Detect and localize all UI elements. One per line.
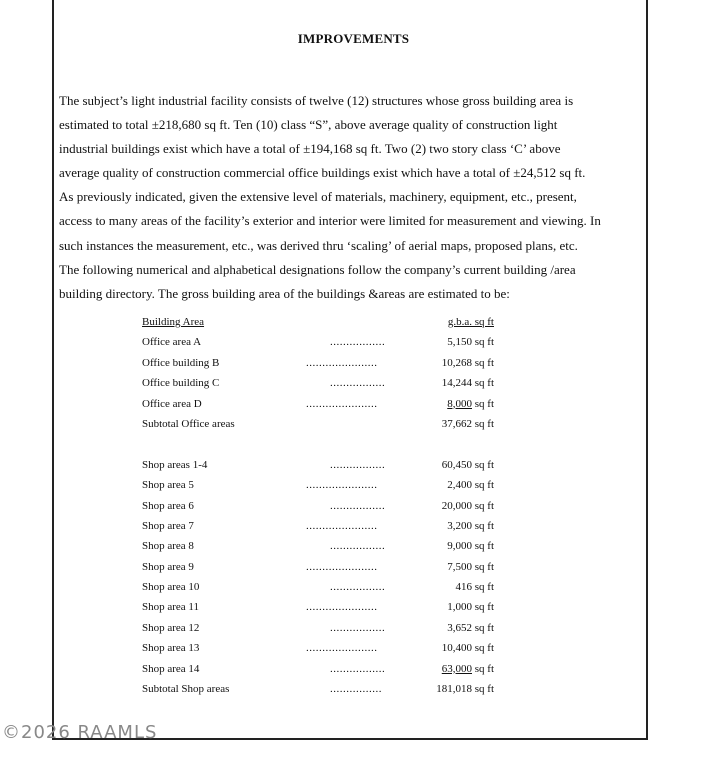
row-name: Shop area 14 [142,662,200,675]
table-row [142,377,502,397]
row-value: 8,000 sq ft [447,397,494,410]
row-dots: ...................... [306,642,378,655]
subtotal-value: 37,662 sq ft [441,417,494,430]
table-row [142,663,502,683]
row-value: 3,652 sq ft [447,621,494,634]
row-dots: ...................... [306,479,378,492]
row-name: Shop areas 1-4 [142,458,208,471]
row-dots: ...................... [306,356,378,369]
row-dots: ...................... [306,397,378,410]
table-row [142,520,502,540]
row-name: Shop area 9 [142,560,194,573]
table-row [142,336,502,356]
row-name: Office building B [142,356,220,369]
row-value: 10,400 sq ft [441,642,494,655]
row-name: Shop area 8 [142,540,194,553]
subtotal-name: Subtotal Office areas [142,417,235,430]
subtotal-row [142,418,502,438]
table-row [142,500,502,520]
row-value: 5,150 sq ft [447,336,494,349]
header-gba: g.b.a. sq ft [447,316,494,328]
row-name: Shop area 7 [142,519,194,532]
table-row [142,357,502,377]
row-dots: ................. [330,621,386,634]
copyright-watermark: ©2026 RAAMLS [2,722,158,743]
table-header-row [142,316,502,336]
row-dots: ................. [330,377,386,390]
row-value: 2,400 sq ft [447,479,494,492]
paragraph-line: building directory. The gross building area of the buildings &areas are estimated to be: [59,285,510,301]
row-name: Office area A [142,336,202,349]
row-value: 9,000 sq ft [447,540,494,553]
row-value: 3,200 sq ft [447,519,494,532]
paragraph-line: industrial buildings exist which have a total of ±194,168 sq ft. Two (2) two story class ‘C’ above [59,141,561,157]
table-row [142,622,502,642]
subtotal-value: 181,018 sq ft [436,683,494,696]
row-dots: ................ [330,683,382,696]
row-name: Office building C [142,377,220,390]
row-name: Shop area 5 [142,479,194,492]
row-value: 60,450 sq ft [441,458,494,471]
row-value: 20,000 sq ft [441,499,494,512]
table-row [142,540,502,560]
row-dots: ................. [330,499,386,512]
table-row [142,479,502,499]
row-value: 416 sq ft [455,581,494,594]
row-name: Office area D [142,397,202,410]
row-name: Shop area 6 [142,499,194,512]
row-name: Shop area 12 [142,621,200,634]
row-value: 14,244 sq ft [441,377,494,390]
building-area-table [142,316,502,703]
row-dots: ................. [330,540,386,553]
row-dots: ...................... [306,519,378,532]
paragraph-line: The subject’s light industrial facility consists of twelve (12) structures whose gross building area is [59,93,574,108]
header-building-area: Building Area [142,316,205,328]
table-row [142,642,502,662]
row-name: Shop area 13 [142,642,200,655]
row-dots: ...................... [306,560,378,573]
row-name: Shop area 10 [142,581,200,594]
row-name: Shop area 11 [142,601,200,614]
paragraph-line: estimated to total ±218,680 sq ft. Ten (10) class “S”, above average quality of construction light [59,117,558,133]
subtotal-name: Subtotal Shop areas [142,683,230,696]
row-dots: ................. [330,336,386,349]
row-dots: ...................... [306,601,378,614]
row-dots: ................. [330,581,386,594]
subtotal-row [142,683,502,703]
paragraph-line: such instances the measurement, etc., was derived thru ‘scaling’ of aerial maps, proposed plans, etc. [59,237,578,253]
row-value: 63,000 sq ft [441,662,494,675]
paragraph-line: As previously indicated, given the extensive level of materials, machinery, equipment, etc., present, [59,189,577,205]
table-row [142,459,502,479]
paragraph-line: average quality of construction commercial office buildings exist which have a total of ±24,512 sq ft. [59,165,586,181]
row-dots: ................. [330,662,386,675]
row-dots: ................. [330,458,386,471]
body-paragraph [59,89,649,306]
row-value: 1,000 sq ft [447,601,494,614]
table-row [142,561,502,581]
paragraph-line: access to many areas of the facility’s exterior and interior were limited for measurement and viewing. In [59,213,601,229]
row-value: 7,500 sq ft [447,560,494,573]
paragraph-line: The following numerical and alphabetical designations follow the company’s current building /area [59,261,576,277]
table-row [142,398,502,418]
table-row [142,581,502,601]
row-value: 10,268 sq ft [441,356,494,369]
page-title: IMPROVEMENTS [297,31,410,46]
table-row [142,601,502,621]
